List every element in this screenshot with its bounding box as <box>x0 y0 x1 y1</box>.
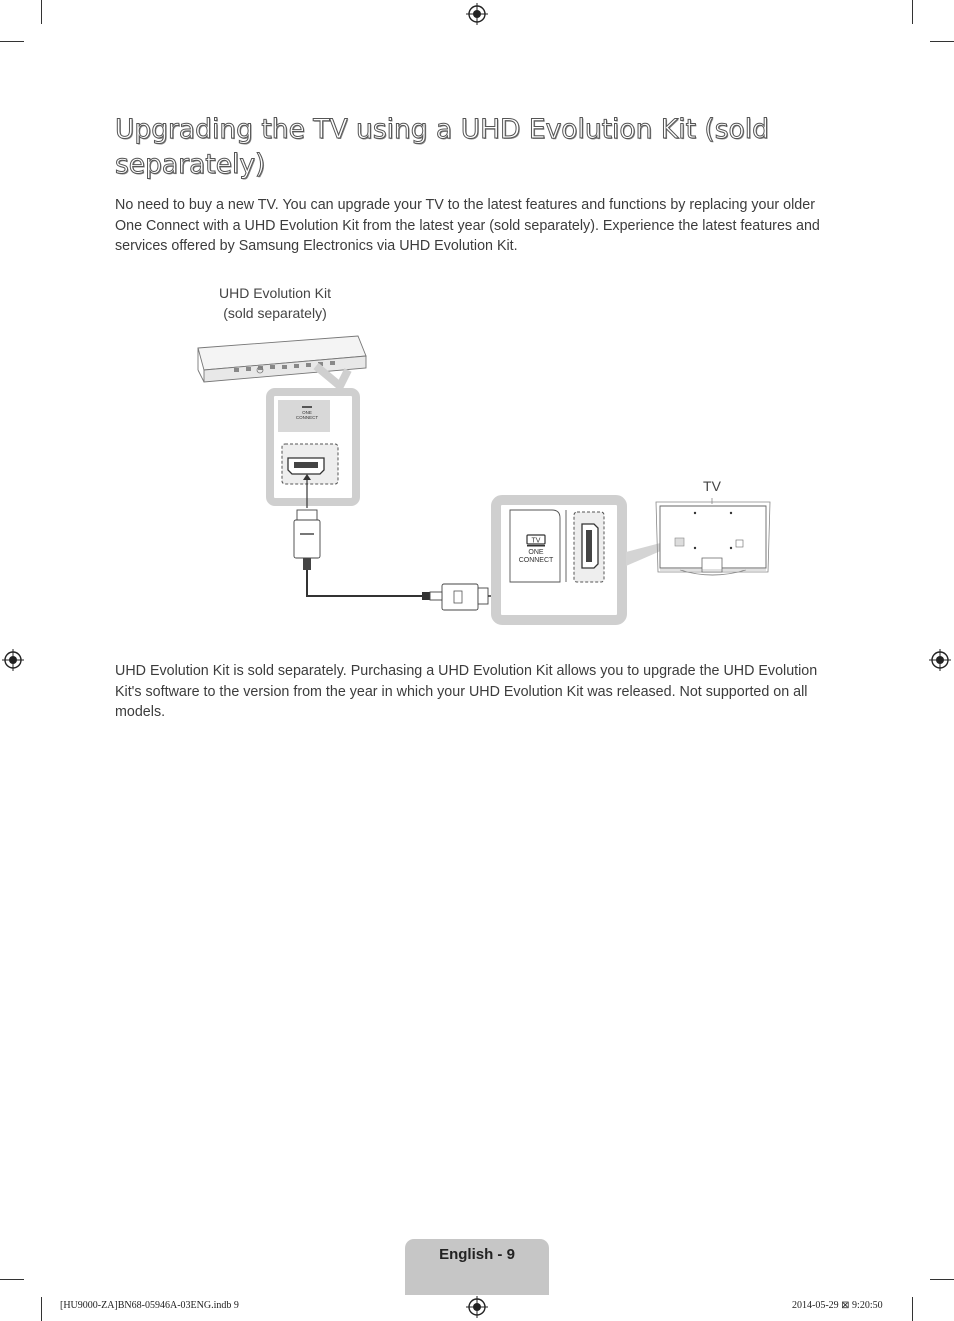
crop-mark <box>0 41 24 42</box>
registration-mark-icon <box>466 1296 488 1318</box>
evolution-kit-device <box>198 336 366 382</box>
kit-label-line2: (sold separately) <box>223 305 327 321</box>
tv-port-box-label: TV <box>531 537 541 545</box>
registration-mark-icon <box>2 649 24 671</box>
page-title: Upgrading the TV using a UHD Evolution Kit (sold separately) <box>115 114 769 180</box>
crop-mark <box>930 41 954 42</box>
print-slug-file: [HU9000-ZA]BN68-05946A-03ENG.indb 9 <box>60 1300 239 1311</box>
tv-label: TV <box>703 478 721 494</box>
crop-mark <box>912 1297 913 1321</box>
crop-mark <box>912 0 913 24</box>
page-number: English - 9 <box>439 1246 515 1263</box>
crop-mark <box>930 1279 954 1280</box>
kit-port-label-line2: CONNECT <box>295 415 319 420</box>
crop-mark <box>0 1279 24 1280</box>
tv-back-illustration <box>656 498 770 575</box>
crop-mark <box>41 0 42 24</box>
crop-mark <box>41 1297 42 1321</box>
kit-label <box>195 283 355 323</box>
print-slug-datetime: 2014-05-29 ⊠ 9:20:50 <box>792 1300 883 1311</box>
kit-port-label-line1: ONE <box>302 410 312 415</box>
registration-mark-icon <box>929 649 951 671</box>
note-paragraph: UHD Evolution Kit is sold separately. Purchasing a UHD Evolution Kit allows you to upgrade the UHD Evolution Kit's software to the version from the year in which your UHD Evolution Kit was released. Not supported on all models. <box>115 663 818 720</box>
registration-mark-icon <box>466 3 488 25</box>
kit-label-line1: UHD Evolution Kit <box>218 285 332 301</box>
intro-paragraph: No need to buy a new TV. You can upgrade your TV to the latest features and functions by replacing your older One Connect with a UHD Evolution Kit from the latest year (sold separately). Experience the latest features and services offered by Samsung Electronics via UHD Evolution Kit. <box>115 197 820 254</box>
tv-port-label-line1: ONE <box>528 549 544 556</box>
connection-diagram <box>190 330 780 630</box>
tv-port-label-line2: CONNECT <box>518 557 554 564</box>
